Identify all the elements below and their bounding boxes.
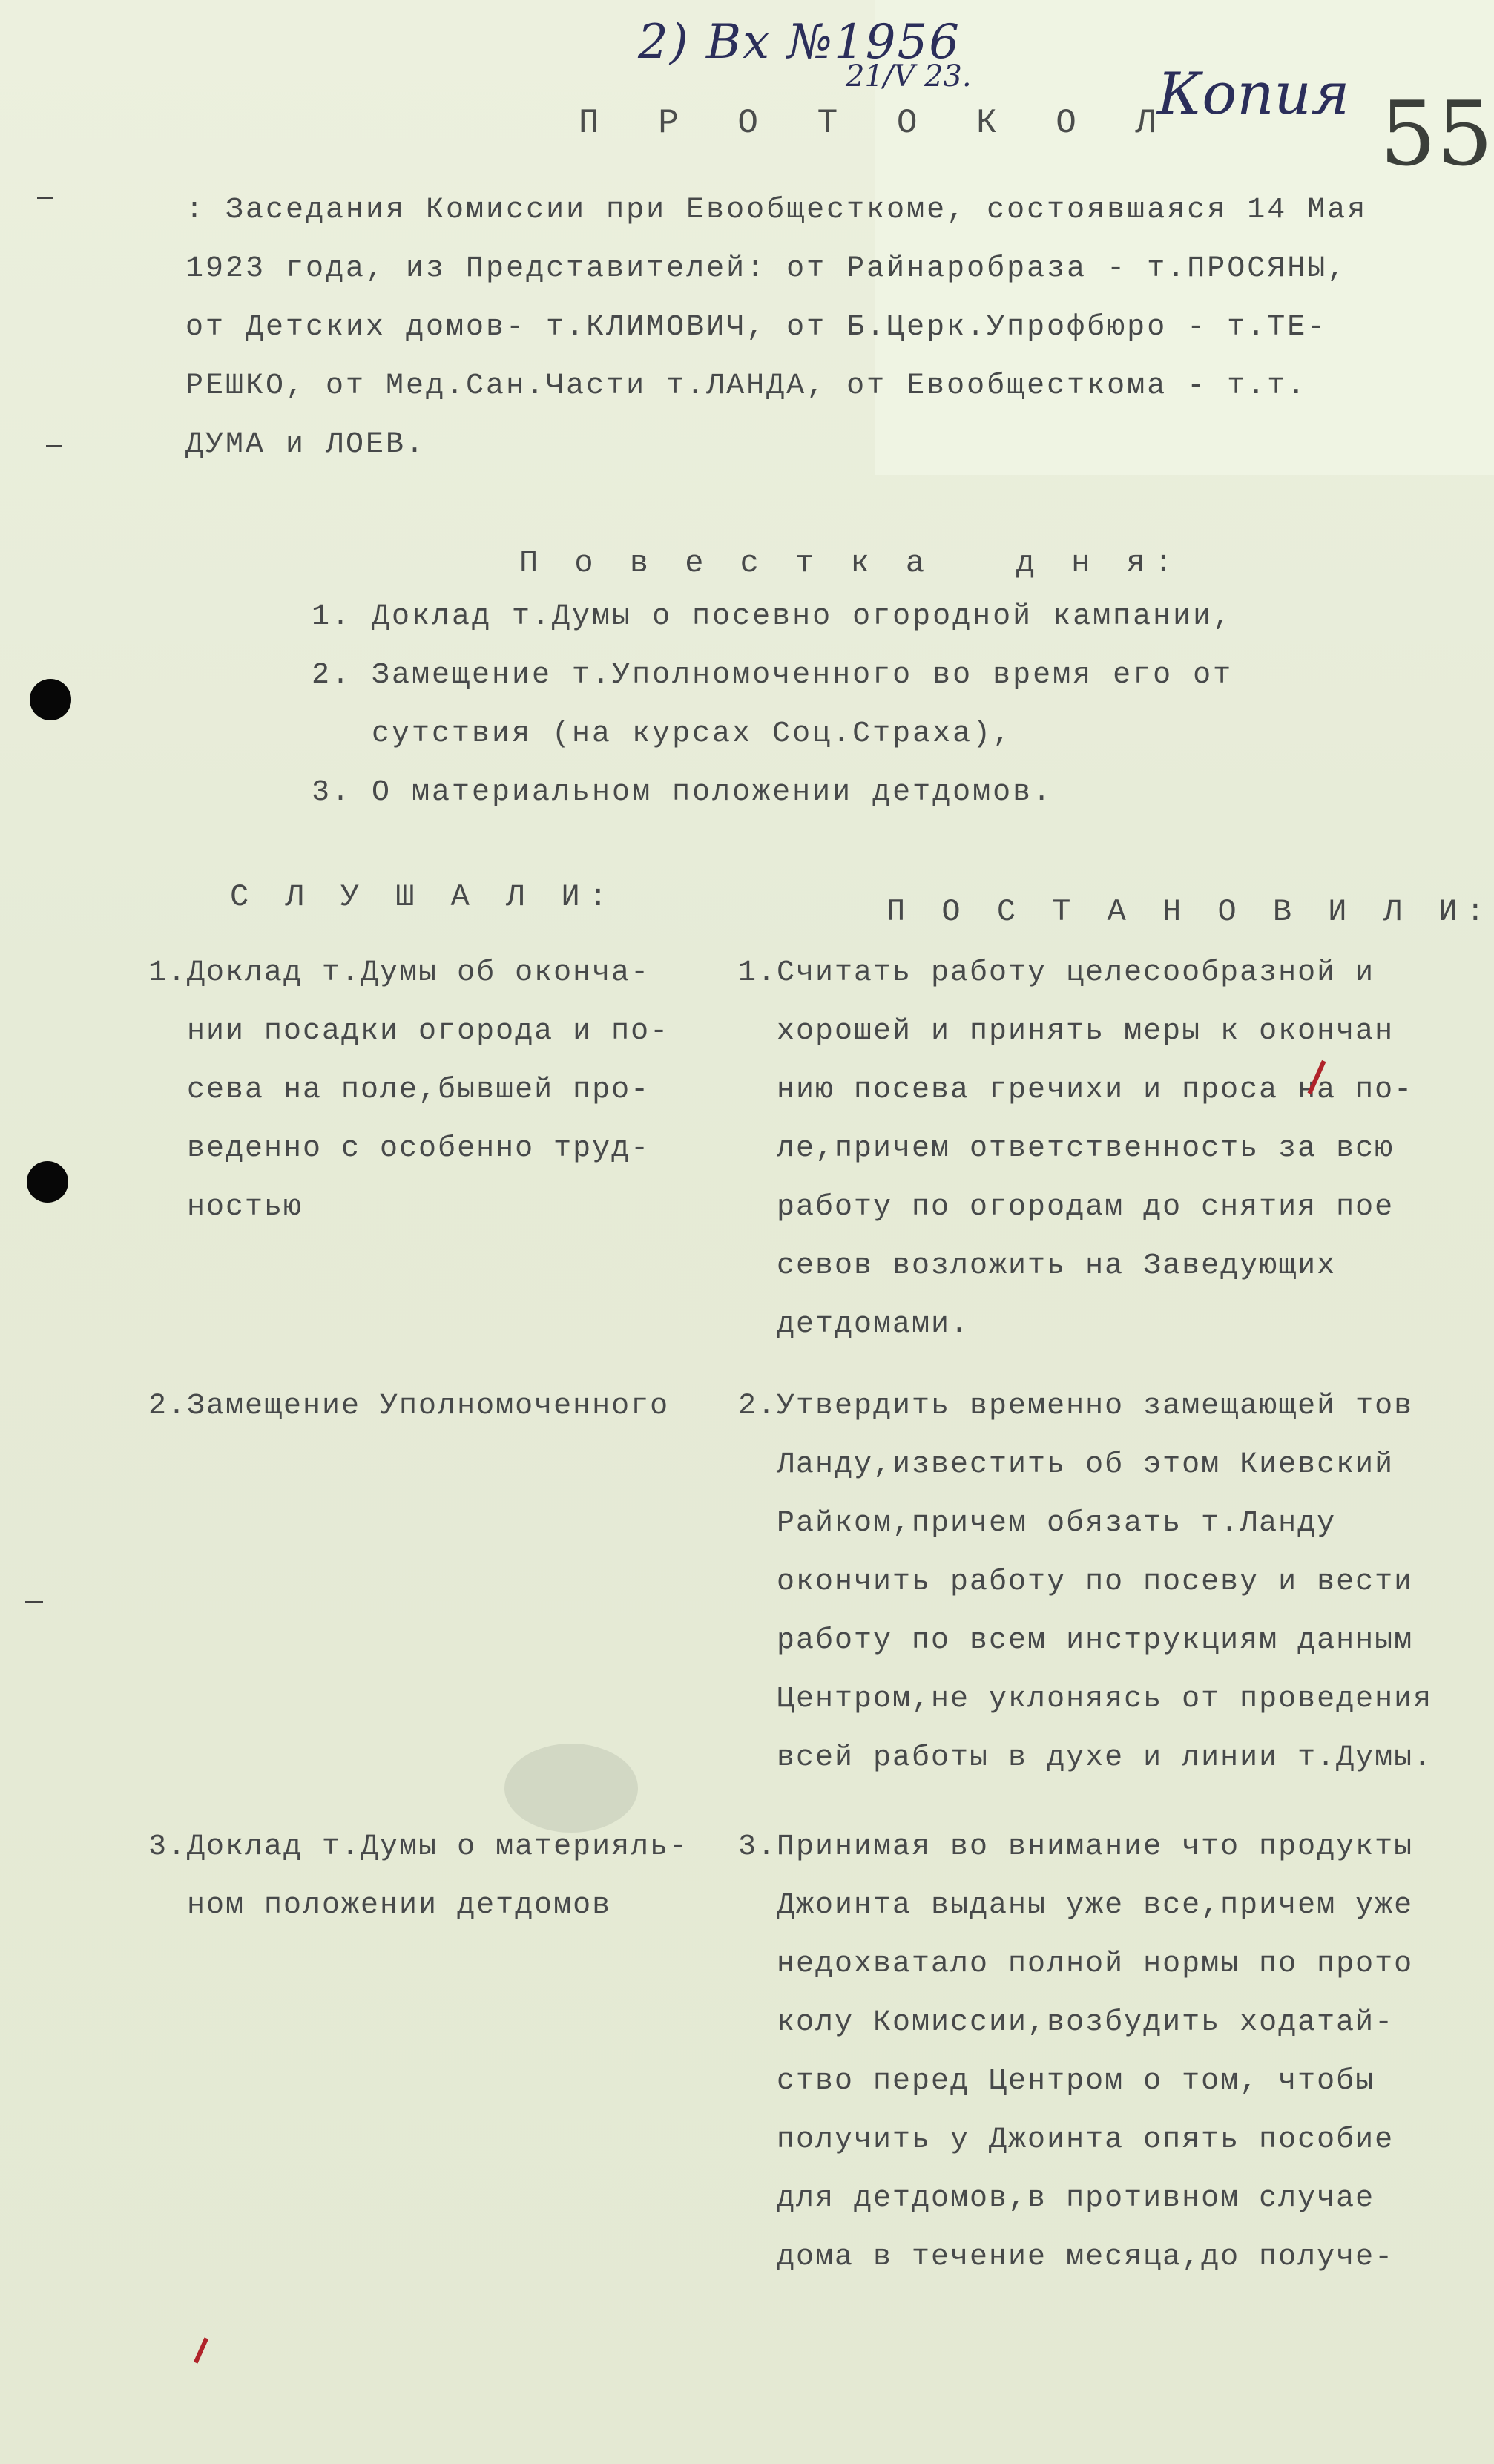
- red-pencil-mark: [194, 2337, 208, 2363]
- agenda-heading: П о в е с т к а д н я:: [519, 545, 1182, 581]
- resolved-column-heading: П О С Т А Н О В И Л И:: [886, 894, 1494, 930]
- margin-mark: [25, 1601, 43, 1603]
- handwritten-date: 21/V 23.: [846, 59, 972, 93]
- margin-mark: [46, 445, 62, 447]
- resolved-item-3: 3.Принимая во внимание что продукты Джоинта выданы уже все,причем уже недохватало полной нормы по прото колу Комиссии,возбудить ходатай- ство перед Центром о том, чтобы получить у Джоинта опять пособие для детдомов,в противном случае дома в течение месяца,до получе-: [738, 1830, 1414, 2274]
- heard-item-1: 1.Доклад т.Думы об оконча- нии посадки огорода и по- сева на поле,бывшей про- веденно с особенно труд- ностью: [148, 956, 670, 1224]
- resolved-item-1: 1.Считать работу целесообразной и хорошей и принять меры к окончан нию посева гречихи и проса на по- ле,причем ответственность за всю работу по огородам до снятия пое севов возложить на Заведующих детдомами.: [738, 956, 1414, 1341]
- punch-hole: [27, 1161, 68, 1203]
- heard-column-heading: С Л У Ш А Л И:: [230, 879, 616, 915]
- document-title: П Р О Т О К О Л: [579, 104, 1176, 142]
- heard-item-2: 2.Замещение Уполномоченного: [148, 1390, 670, 1423]
- resolved-item-2: 2.Утвердить временно замещающей тов Ланду,известить об этом Киевский Райком,причем обязать т.Ланду окончить работу по посеву и вести работу по всем инструкциям данным Центром,не уклоняясь от проведения всей работы в духе и линии т.Думы.: [738, 1390, 1433, 1775]
- handwritten-registration-number: 2) Вх №1956: [638, 15, 961, 70]
- paper-stain: [504, 1744, 638, 1833]
- punch-hole: [30, 679, 71, 720]
- margin-mark: [37, 197, 53, 199]
- agenda-list: 1. Доклад т.Думы о посевно огородной кампании, 2. Замещение т.Уполномоченного во время его от сутствия (на курсах Соц.Страха), 3. О материальном положении детдомов.: [312, 600, 1234, 809]
- handwritten-page-number: 55: [1380, 83, 1493, 186]
- heard-item-3: 3.Доклад т.Думы о материяль- ном положении детдомов: [148, 1830, 689, 1922]
- handwritten-copy-note: Копия: [1157, 61, 1350, 128]
- meeting-intro-paragraph: : Заседания Комиссии при Евообщесткоме, состоявшаяся 14 Мая 1923 года, из Представителей: от Райнаробраза - т.ПРОСЯНЫ, от Детских домов- т.КЛИМОВИЧ, от Б.Церк.Упрофбюро - т.ТЕ- РЕШКО, от Мед.Сан.Части т.ЛАНДА, от Евообщесткома - т.т. ДУМА и ЛОЕВ.: [185, 194, 1368, 461]
